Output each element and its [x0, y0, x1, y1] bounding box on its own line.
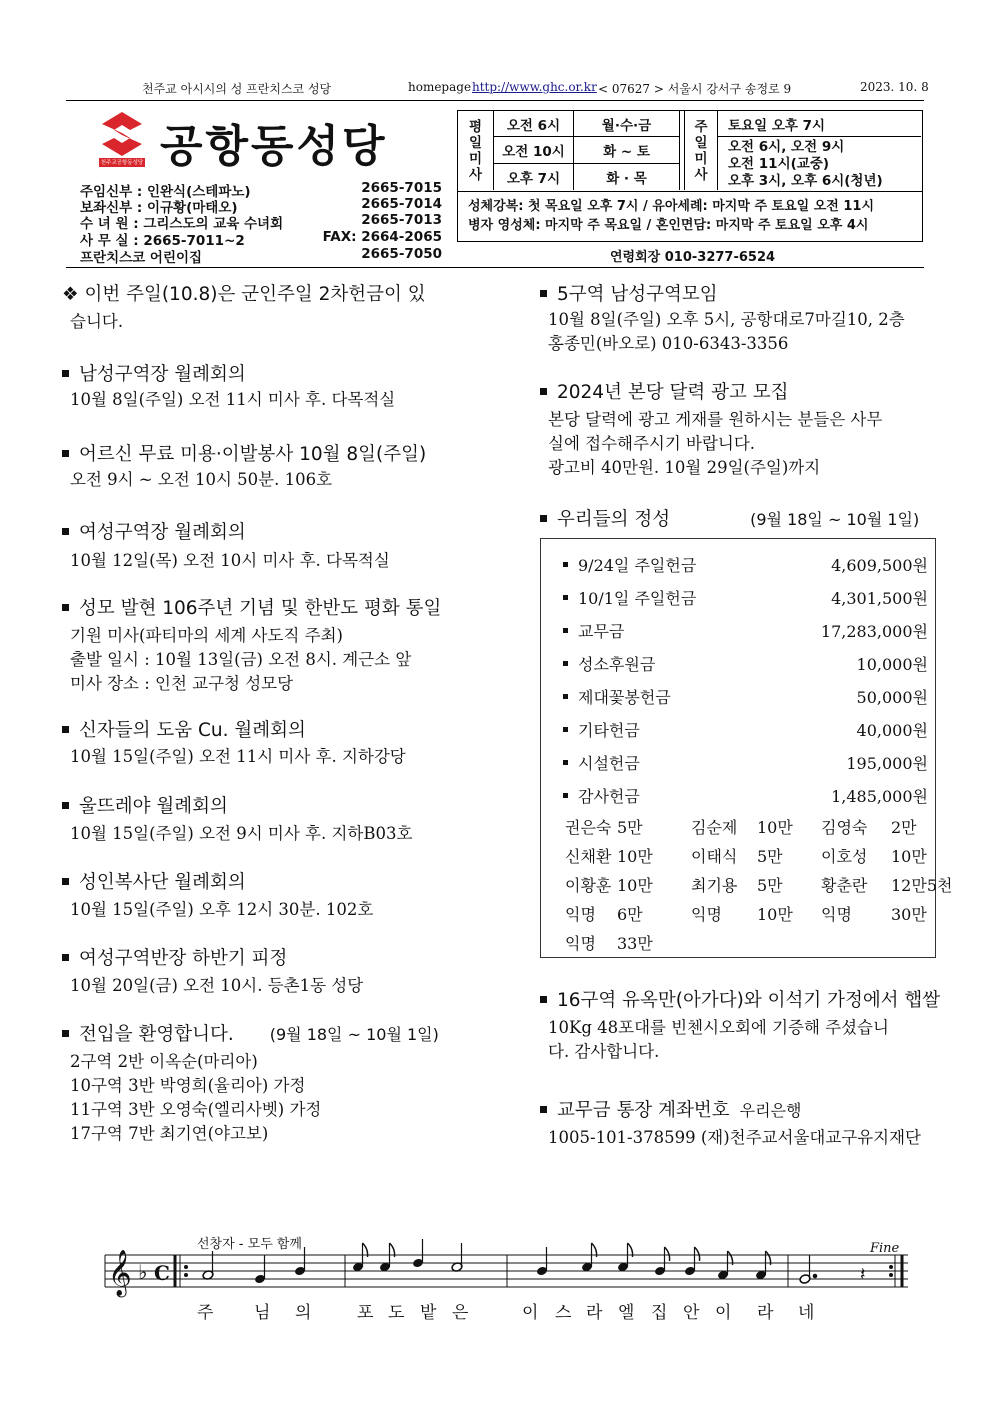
bullet-dot-icon — [563, 793, 568, 798]
notice-line: 17구역 7반 최기연(야고보) — [70, 1124, 269, 1143]
sunday-time-2: 오전 11시(교중) — [728, 156, 830, 172]
lyric-syllable: 주 — [197, 1303, 215, 1323]
notice-heading — [62, 280, 426, 306]
offering-row — [563, 553, 928, 576]
offering-amount: 40,000원 — [856, 721, 928, 740]
donor-amount: 5만 — [757, 876, 783, 895]
notice-title: 성모 발현 106주년 기념 및 한반도 평화 통일 — [79, 598, 442, 619]
bullet-dot-icon — [563, 727, 568, 732]
bullet-square-icon — [62, 604, 69, 611]
notice-line: 10월 12일(목) 오전 10시 미사 후. 다목적실 — [70, 551, 390, 570]
donor-name: 김순제 — [691, 818, 738, 837]
notice-note: 우리은행 — [739, 1101, 802, 1120]
bullet-dot-icon — [563, 595, 568, 600]
notice-title: 여성구역장 월례회의 — [79, 522, 246, 543]
notice-heading — [62, 716, 306, 742]
lyric-syllable: 포 — [357, 1303, 375, 1323]
offering-amount: 4,609,500원 — [831, 556, 928, 575]
notice-heading — [540, 378, 788, 404]
donor-amount: 33만 — [617, 934, 653, 953]
lyric-syllable: 네 — [798, 1303, 816, 1323]
weekday-days-1: 월·수·금 — [574, 111, 680, 137]
staff-role: 주임신부 : 인완식(스테파노) — [80, 184, 251, 200]
weekday-days-3: 화 · 목 — [574, 164, 680, 190]
notice-title: 남성구역장 월례회의 — [79, 364, 246, 385]
music-note-icon — [581, 1243, 597, 1272]
notice-line: 2구역 2반 이옥순(마리아) — [70, 1052, 258, 1071]
notice-line: 10구역 3반 박영희(율리아) 가정 — [70, 1076, 306, 1095]
offering-name: 제대꽃봉헌금 — [578, 688, 671, 707]
donor-amount: 5만 — [757, 847, 783, 866]
notice-heading — [540, 280, 718, 306]
offering-row — [563, 784, 928, 807]
lyric-syllable: 도 — [388, 1303, 406, 1323]
donor-amount: 5만 — [617, 818, 643, 837]
notice-line: 홍종민(바오로) 010-6343-3356 — [548, 334, 789, 353]
offering-name: 감사헌금 — [578, 787, 640, 806]
offering-amount: 195,000원 — [846, 754, 928, 773]
sunday-time-3: 오후 3시, 오후 6시(청년) — [728, 173, 883, 189]
donor-name: 이태식 — [691, 847, 738, 866]
music-note-icon — [379, 1243, 395, 1272]
notice-heading — [540, 1096, 801, 1122]
offering-row — [563, 718, 928, 741]
bullet-square-icon — [540, 388, 547, 395]
donor-amount: 30만 — [891, 905, 927, 924]
notice-line: 10월 20일(금) 오전 10시. 등촌1동 성당 — [70, 976, 364, 995]
notice-title: ❖ 이번 주일(10.8)은 군인주일 2차헌금이 있 — [62, 284, 426, 305]
page-title: 공항동성당 — [160, 121, 388, 172]
notice-heading — [62, 944, 287, 970]
music-note-icon — [799, 1255, 817, 1284]
lyric-syllable: 밭 — [420, 1303, 438, 1323]
label-char: 평 — [468, 118, 483, 135]
offering-label — [563, 718, 640, 741]
notice-line: 본당 달력에 광고 게재를 원하시는 분들은 사무 — [548, 410, 883, 429]
label-char: 주 — [694, 118, 708, 135]
sacrament-info-1: 성체강복: 첫 목요일 오후 7시 / 유아세례: 마지막 주 토요일 오전 11시 — [468, 199, 875, 214]
notice-title: 울뜨레야 월례회의 — [79, 796, 228, 817]
music-staff — [100, 1230, 915, 1300]
issue-date: 2023. 10. 8 — [860, 80, 929, 94]
offering-amount: 10,000원 — [856, 655, 928, 674]
donor-name: 익명 — [565, 934, 596, 953]
lyric-syllable: 은 — [452, 1303, 470, 1323]
weekday-days-2: 화 ~ 토 — [574, 137, 680, 164]
music-note-icon — [536, 1247, 548, 1276]
sunday-mass-times — [728, 139, 883, 190]
donor-amount: 12만5천 — [891, 876, 953, 895]
offering-amount: 50,000원 — [856, 688, 928, 707]
donor-amount: 10만 — [757, 818, 793, 837]
notice-line: 출발 일시 : 10월 13일(금) 오전 8시. 계근소 앞 — [70, 650, 412, 669]
homepage-link[interactable]: http://www.ghc.or.kr — [472, 80, 597, 94]
funeral-committee-contact: 연령회장 010-3277-6524 — [610, 250, 776, 265]
staff-phone: 2665-7050 — [361, 246, 442, 262]
notice-title: 교무금 통장 계좌번호 — [557, 1100, 730, 1121]
notice-heading — [62, 868, 246, 894]
sacrament-info-box — [457, 192, 923, 242]
offering-label — [563, 751, 640, 774]
offering-label — [563, 784, 640, 807]
offering-name: 시설헌금 — [578, 754, 640, 773]
lyric-syllable: 라 — [586, 1303, 604, 1323]
notice-line: 10월 15일(주일) 오후 12시 30분. 102호 — [70, 900, 374, 919]
offering-name: 성소후원금 — [578, 655, 656, 674]
notice-line: 10월 8일(주일) 오후 5시, 공항대로7마길10, 2층 — [548, 310, 905, 329]
staff-phone: 2665-7015 — [361, 180, 442, 196]
staff-role: 보좌신부 : 이규황(마태오) — [80, 200, 238, 216]
notice-title: 2024년 본당 달력 광고 모집 — [557, 382, 789, 403]
notice-line: 11구역 3반 오영숙(엘리사벳) 가정 — [70, 1100, 322, 1119]
notice-title: 성인복사단 월례회의 — [79, 872, 246, 893]
lyric-syllable: 이 — [715, 1303, 733, 1323]
lyric-syllable: 엘 — [618, 1303, 636, 1323]
address: < 07627 > 서울시 강서구 송정로 9 — [598, 82, 792, 96]
offering-amount: 4,301,500원 — [831, 589, 928, 608]
bullet-dot-icon — [563, 694, 568, 699]
donor-amount: 10만 — [757, 905, 793, 924]
label-char: 미 — [694, 150, 708, 167]
staff-phone: 2665-7014 — [361, 196, 442, 212]
notice-line: 습니다. — [70, 312, 124, 331]
music-note-icon — [654, 1247, 670, 1276]
label-char: 사 — [468, 166, 483, 183]
offering-row — [563, 751, 928, 774]
lyric-syllable: 님 — [254, 1303, 272, 1323]
offering-amount: 1,485,000원 — [831, 787, 928, 806]
notice-title: 신자들의 도움 Cu. 월례회의 — [79, 720, 306, 741]
music-note-icon — [451, 1243, 463, 1272]
notice-title: 어르신 무료 미용·이발봉사 10월 8일(주일) — [79, 444, 427, 465]
logo-caption: 천주교공항동성당 — [100, 160, 144, 166]
notice-line: 기원 미사(파티마의 세계 사도직 주최) — [70, 626, 343, 645]
notice-line: 10월 8일(주일) 오전 11시 미사 후. 다목적실 — [70, 390, 396, 409]
notice-line: 10월 15일(주일) 오전 11시 미사 후. 지하강당 — [70, 747, 406, 766]
bullet-square-icon — [540, 996, 547, 1003]
donor-name: 권은숙 — [565, 818, 612, 837]
donor-amount: 6만 — [617, 905, 643, 924]
weekday-time-1: 오전 6시 — [494, 111, 574, 137]
music-note-icon — [294, 1247, 306, 1276]
offering-name: 기타헌금 — [578, 721, 640, 740]
donor-amount: 10만 — [617, 847, 653, 866]
parish-name: 천주교 아시시의 성 프란치스코 성당 — [142, 82, 332, 96]
bullet-square-icon — [62, 802, 69, 809]
notice-line: 10Kg 48포대를 빈첸시오회에 기증해 주셨습니 — [548, 1018, 889, 1037]
mass-schedule-table — [457, 110, 923, 192]
notice-title: 우리들의 정성 — [557, 509, 671, 530]
weekday-time-2: 오전 10시 — [494, 137, 574, 164]
bullet-square-icon — [62, 370, 69, 377]
donor-name: 익명 — [691, 905, 722, 924]
offering-label — [563, 619, 624, 642]
offering-label — [563, 652, 655, 675]
notice-line: 1005-101-378599 (재)천주교서울대교구유지재단 — [548, 1128, 921, 1147]
notice-heading — [62, 594, 441, 620]
offering-amount: 17,283,000원 — [820, 622, 928, 641]
notice-heading — [62, 792, 228, 818]
notice-heading — [62, 1020, 439, 1046]
bullet-square-icon — [540, 515, 547, 522]
donor-name: 익명 — [565, 905, 596, 924]
weekday-mass-label — [458, 111, 494, 190]
sunday-time-1: 오전 6시, 오전 9시 — [728, 139, 845, 155]
music-direction: 선창자 - 모두 함께 — [197, 1237, 302, 1252]
staff-role: 프란치스코 어린이집 — [80, 250, 203, 266]
notice-heading — [62, 518, 246, 544]
donor-name: 익명 — [821, 905, 852, 924]
donor-amount: 2만 — [891, 818, 917, 837]
donor-name: 김영숙 — [821, 818, 868, 837]
lyric-syllable: 스 — [555, 1303, 573, 1323]
donor-name: 이호성 — [821, 847, 868, 866]
lyric-syllable: 이 — [522, 1303, 540, 1323]
donor-name: 신채환 — [565, 847, 612, 866]
bullet-dot-icon — [563, 760, 568, 765]
notice-heading — [540, 505, 919, 531]
lyric-syllable: 라 — [757, 1303, 775, 1323]
music-note-icon — [254, 1255, 266, 1284]
donor-name: 최기용 — [691, 876, 738, 895]
music-note-icon — [617, 1243, 633, 1272]
sunday-saturday-mass: 토요일 오후 7시 — [718, 111, 921, 137]
label-char: 일 — [468, 134, 483, 151]
treble-clef-icon: 𝄞 — [108, 1250, 132, 1296]
notice-heading — [62, 360, 246, 386]
bullet-square-icon — [62, 450, 69, 457]
lyric-syllable: 의 — [295, 1303, 313, 1323]
notice-line: 실에 접수해주시기 바랍니다. — [548, 434, 756, 453]
music-note-icon — [412, 1239, 424, 1268]
notice-line: 10월 15일(주일) 오전 9시 미사 후. 지하B03호 — [70, 824, 413, 843]
lyric-syllable: 안 — [683, 1303, 701, 1323]
weekday-time-3: 오후 7시 — [494, 164, 574, 190]
label-char: 사 — [694, 166, 708, 183]
offering-name: 교무금 — [578, 622, 625, 641]
offering-name: 10/1일 주일헌금 — [578, 589, 697, 608]
bullet-square-icon — [62, 954, 69, 961]
staff-row — [80, 246, 442, 266]
bullet-square-icon — [62, 878, 69, 885]
notice-note: (9월 18일 ~ 10월 1일) — [269, 1025, 439, 1044]
notice-title: 16구역 유옥만(아가다)와 이석기 가정에서 햅쌀 — [557, 990, 941, 1011]
flat-icon: ♭ — [138, 1260, 148, 1284]
label-char: 미 — [468, 150, 483, 167]
rest-icon: 𝄽 — [860, 1264, 866, 1285]
staff-role: 수 녀 원 : 그리스도의 교육 수녀회 — [80, 216, 284, 232]
label-char: 일 — [694, 134, 708, 151]
notice-line: 다. 감사합니다. — [548, 1042, 660, 1061]
bullet-dot-icon — [563, 661, 568, 666]
homepage-label: homepage — [408, 80, 472, 94]
donor-amount: 10만 — [891, 847, 927, 866]
offering-row — [563, 586, 928, 609]
offering-row — [563, 685, 928, 708]
bullet-dot-icon — [563, 628, 568, 633]
bullet-square-icon — [540, 290, 547, 297]
offering-label — [563, 586, 696, 609]
bullet-square-icon — [62, 1030, 69, 1037]
notice-line: 오전 9시 ~ 오전 10시 50분. 106호 — [70, 470, 333, 489]
notice-title: 전입을 환영합니다. — [79, 1024, 234, 1045]
header-bottom-rule — [66, 267, 924, 268]
music-note-icon — [684, 1247, 700, 1276]
notice-line: 광고비 40만원. 10월 29일(주일)까지 — [548, 458, 821, 477]
notice-line: 미사 장소 : 인천 교구청 성모당 — [70, 674, 294, 693]
header-rule — [66, 100, 924, 101]
music-note-icon — [352, 1243, 368, 1272]
offering-row — [563, 652, 928, 675]
notice-heading — [540, 986, 940, 1012]
donor-name: 황춘란 — [821, 876, 868, 895]
offering-row — [563, 619, 928, 642]
offering-label — [563, 553, 696, 576]
sacrament-info-2: 병자 영성체: 마지막 주 목요일 / 혼인면담: 마지막 주 토요일 오후 4시 — [468, 218, 869, 233]
notice-note: (9월 18일 ~ 10월 1일) — [750, 510, 920, 529]
bullet-square-icon — [62, 528, 69, 535]
offerings-box — [540, 538, 953, 958]
bullet-square-icon — [62, 726, 69, 733]
notice-title: 5구역 남성구역모임 — [557, 284, 718, 305]
notice-title: 여성구역반장 하반기 피정 — [79, 948, 288, 969]
fine-mark: Fine — [870, 1241, 900, 1256]
donor-amount: 10만 — [617, 876, 653, 895]
lyric-syllable: 집 — [651, 1303, 669, 1323]
bullet-dot-icon — [563, 562, 568, 567]
staff-phone: FAX: 2664-2065 — [322, 229, 442, 245]
notice-heading — [62, 440, 426, 466]
sunday-mass-label — [684, 111, 718, 190]
offering-name: 9/24일 주일헌금 — [578, 556, 697, 575]
common-time-icon: C — [154, 1261, 170, 1285]
donor-name: 이황훈 — [565, 876, 612, 895]
staff-role: 사 무 실 : 2665-7011~2 — [80, 233, 245, 249]
offering-label — [563, 685, 671, 708]
staff-phone: 2665-7013 — [361, 212, 442, 228]
bullet-square-icon — [540, 1106, 547, 1113]
